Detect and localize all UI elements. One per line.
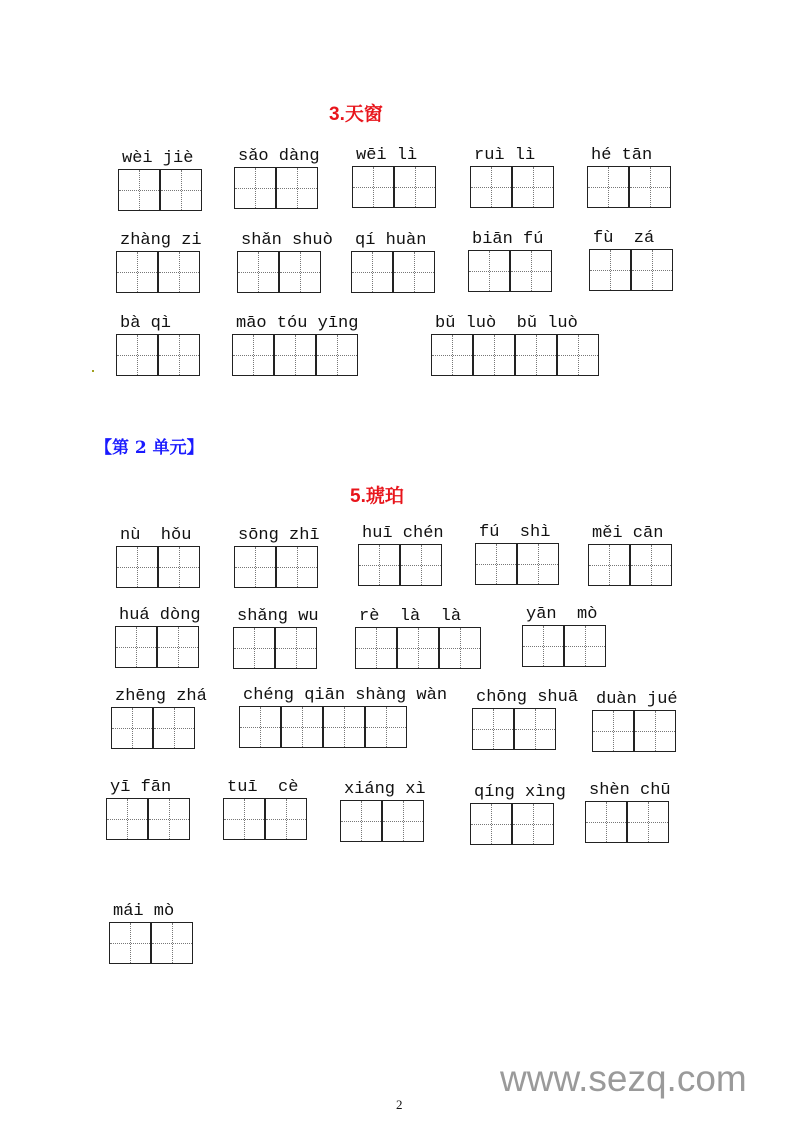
tianzige-grid (589, 249, 673, 291)
writing-exercise (340, 780, 426, 842)
writing-cell[interactable] (234, 628, 276, 668)
writing-cell[interactable] (383, 801, 423, 841)
pinyin-prompt: shǎng wu (237, 607, 319, 626)
writing-cell[interactable] (630, 167, 670, 207)
writing-cell[interactable] (631, 545, 671, 585)
tianzige-grid (592, 710, 676, 752)
writing-cell[interactable] (401, 545, 441, 585)
writing-cell[interactable] (324, 707, 366, 747)
writing-cell[interactable] (116, 627, 158, 667)
lesson-title-3: 3.天窗 (329, 104, 383, 125)
writing-cell[interactable] (635, 711, 675, 751)
writing-cell[interactable] (149, 799, 189, 839)
pinyin-prompt: fú shì (479, 523, 551, 542)
writing-cell[interactable] (158, 627, 198, 667)
tianzige-grid (111, 707, 195, 749)
pinyin-prompt: qí huàn (355, 231, 427, 250)
writing-exercise (589, 229, 673, 291)
writing-cell[interactable] (117, 252, 159, 292)
writing-exercise (116, 231, 202, 293)
tianzige-grid (234, 167, 318, 209)
writing-cell[interactable] (469, 251, 511, 291)
writing-cell[interactable] (586, 802, 628, 842)
writing-cell[interactable] (476, 544, 518, 584)
writing-exercise (351, 231, 435, 293)
lesson-title-5: 5.琥珀 (350, 486, 404, 507)
writing-exercise (237, 231, 333, 293)
tianzige-grid (468, 250, 552, 292)
pinyin-prompt: zhàng zi (120, 231, 202, 250)
writing-exercise (468, 230, 552, 292)
writing-exercise (472, 688, 579, 750)
writing-cell[interactable] (159, 335, 199, 375)
writing-cell[interactable] (353, 167, 395, 207)
writing-exercise (588, 524, 672, 586)
pinyin-prompt: zhēng zhá (115, 687, 207, 706)
stray-mark (92, 370, 94, 372)
tianzige-grid (585, 801, 669, 843)
writing-exercise (592, 690, 678, 752)
pinyin-prompt: hé tān (591, 146, 653, 165)
writing-cell[interactable] (632, 250, 672, 290)
pinyin-prompt: chōng shuā (476, 688, 579, 707)
tianzige-grid (475, 543, 559, 585)
writing-cell[interactable] (511, 251, 551, 291)
tianzige-grid (237, 251, 321, 293)
page-number: 2 (396, 1097, 403, 1112)
tianzige-grid (233, 627, 317, 669)
writing-exercise (352, 146, 436, 208)
tianzige-grid (223, 798, 307, 840)
tianzige-grid (239, 706, 407, 748)
writing-cell[interactable] (112, 708, 154, 748)
pinyin-prompt: nù hǒu (120, 526, 192, 545)
writing-exercise (118, 149, 202, 211)
writing-exercise (355, 607, 481, 669)
pinyin-prompt: chéng qiān shàng wàn (243, 686, 448, 705)
writing-cell[interactable] (238, 252, 280, 292)
tianzige-grid (115, 626, 199, 668)
tianzige-grid (588, 544, 672, 586)
writing-cell[interactable] (523, 626, 565, 666)
writing-cell[interactable] (152, 923, 192, 963)
tianzige-grid (116, 251, 200, 293)
writing-cell[interactable] (432, 335, 474, 375)
writing-cell[interactable] (275, 335, 317, 375)
writing-exercise (234, 526, 320, 588)
tianzige-grid (355, 627, 481, 669)
pinyin-prompt: shèn chū (589, 781, 671, 800)
writing-exercise (239, 686, 448, 748)
writing-cell[interactable] (590, 250, 632, 290)
unit-heading: 【第 2 单元】 (95, 438, 204, 458)
writing-cell[interactable] (515, 709, 555, 749)
writing-exercise (522, 605, 606, 667)
writing-cell[interactable] (341, 801, 383, 841)
writing-cell[interactable] (352, 252, 394, 292)
writing-exercise (587, 146, 671, 208)
writing-cell[interactable] (518, 544, 558, 584)
writing-cell[interactable] (589, 545, 631, 585)
writing-cell[interactable] (513, 804, 553, 844)
writing-exercise (223, 778, 307, 840)
writing-cell[interactable] (117, 547, 159, 587)
writing-exercise (116, 526, 200, 588)
writing-cell[interactable] (159, 547, 199, 587)
writing-cell[interactable] (473, 709, 515, 749)
pinyin-prompt: māo tóu yīng (236, 314, 359, 333)
pinyin-prompt: bà qì (120, 314, 172, 333)
writing-cell[interactable] (474, 335, 516, 375)
writing-cell[interactable] (224, 799, 266, 839)
tianzige-grid (340, 800, 424, 842)
pinyin-prompt: sǎo dàng (238, 147, 320, 166)
pinyin-prompt: bǔ luò bǔ luò (435, 314, 578, 333)
writing-exercise (115, 606, 201, 668)
pinyin-prompt: duàn jué (596, 690, 678, 709)
writing-cell[interactable] (513, 167, 553, 207)
watermark: www.sezq.com (500, 1058, 747, 1099)
pinyin-prompt: wēi lì (356, 146, 418, 165)
writing-cell[interactable] (235, 168, 277, 208)
tianzige-grid (118, 169, 202, 211)
writing-cell[interactable] (558, 335, 598, 375)
writing-exercise (106, 778, 190, 840)
writing-exercise (470, 783, 566, 845)
pinyin-prompt: fù zá (593, 229, 655, 248)
pinyin-prompt: wèi jiè (122, 149, 194, 168)
writing-cell[interactable] (277, 547, 317, 587)
writing-cell[interactable] (266, 799, 306, 839)
writing-cell[interactable] (233, 335, 275, 375)
writing-cell[interactable] (398, 628, 440, 668)
writing-cell[interactable] (282, 707, 324, 747)
writing-exercise (111, 687, 207, 749)
pinyin-prompt: tuī cè (227, 778, 299, 797)
pinyin-prompt: shǎn shuò (241, 231, 333, 250)
writing-exercise (470, 146, 554, 208)
tianzige-grid (116, 546, 200, 588)
tianzige-grid (431, 334, 599, 376)
tianzige-grid (106, 798, 190, 840)
writing-cell[interactable] (235, 547, 277, 587)
pinyin-prompt: mái mò (113, 902, 175, 921)
writing-exercise (232, 314, 359, 376)
pinyin-prompt: huī chén (362, 524, 444, 543)
tianzige-grid (352, 166, 436, 208)
writing-cell[interactable] (366, 707, 406, 747)
pinyin-prompt: biān fú (472, 230, 544, 249)
pinyin-prompt: huá dòng (119, 606, 201, 625)
writing-exercise (585, 781, 671, 843)
writing-exercise (109, 902, 193, 964)
writing-exercise (116, 314, 200, 376)
writing-cell[interactable] (280, 252, 320, 292)
writing-cell[interactable] (117, 335, 159, 375)
tianzige-grid (109, 922, 193, 964)
writing-cell[interactable] (395, 167, 435, 207)
writing-cell[interactable] (107, 799, 149, 839)
writing-cell[interactable] (588, 167, 630, 207)
tianzige-grid (470, 803, 554, 845)
pinyin-prompt: rè là là (359, 607, 462, 626)
tianzige-grid (587, 166, 671, 208)
writing-cell[interactable] (471, 167, 513, 207)
tianzige-grid (472, 708, 556, 750)
tianzige-grid (522, 625, 606, 667)
writing-cell[interactable] (161, 170, 201, 210)
tianzige-grid (234, 546, 318, 588)
pinyin-prompt: xiáng xì (344, 780, 426, 799)
tianzige-grid (358, 544, 442, 586)
writing-cell[interactable] (359, 545, 401, 585)
tianzige-grid (470, 166, 554, 208)
writing-cell[interactable] (356, 628, 398, 668)
pinyin-prompt: yī fān (110, 778, 172, 797)
writing-cell[interactable] (154, 708, 194, 748)
writing-cell[interactable] (516, 335, 558, 375)
tianzige-grid (351, 251, 435, 293)
pinyin-prompt: měi cān (592, 524, 664, 543)
writing-exercise (475, 523, 559, 585)
writing-exercise (431, 314, 599, 376)
writing-cell[interactable] (110, 923, 152, 963)
writing-cell[interactable] (276, 628, 316, 668)
writing-exercise (234, 147, 320, 209)
tianzige-grid (116, 334, 200, 376)
writing-cell[interactable] (119, 170, 161, 210)
writing-cell[interactable] (471, 804, 513, 844)
writing-cell[interactable] (317, 335, 357, 375)
writing-cell[interactable] (440, 628, 480, 668)
writing-cell[interactable] (240, 707, 282, 747)
pinyin-prompt: yān mò (526, 605, 598, 624)
tianzige-grid (232, 334, 358, 376)
pinyin-prompt: qíng xìng (474, 783, 566, 802)
writing-cell[interactable] (565, 626, 605, 666)
writing-cell[interactable] (159, 252, 199, 292)
pinyin-prompt: sōng zhī (238, 526, 320, 545)
pinyin-prompt: ruì lì (474, 146, 536, 165)
writing-cell[interactable] (277, 168, 317, 208)
writing-cell[interactable] (394, 252, 434, 292)
writing-cell[interactable] (628, 802, 668, 842)
writing-exercise (358, 524, 444, 586)
writing-cell[interactable] (593, 711, 635, 751)
writing-exercise (233, 607, 319, 669)
